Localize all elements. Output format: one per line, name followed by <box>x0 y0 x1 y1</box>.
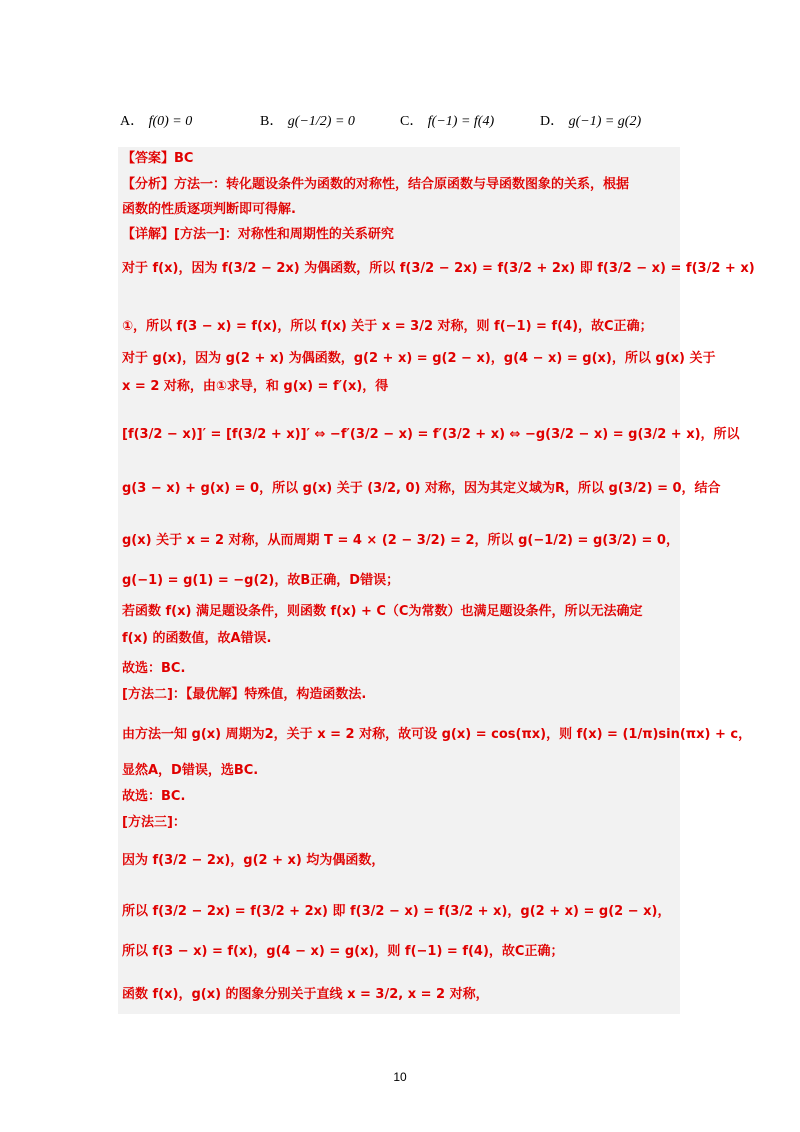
method3-heading: [方法三]： <box>122 815 186 830</box>
answer-line: 【答案】BC <box>122 151 194 166</box>
method2-line-2: 显然A，D错误，选BC. <box>122 763 259 778</box>
page-number: 10 <box>393 1070 407 1084</box>
option-d-label: D． <box>540 114 565 129</box>
option-a <box>120 110 192 130</box>
option-b <box>260 110 355 130</box>
option-c-label: C． <box>400 114 424 129</box>
method1-line-8: g(−1) = g(1) = −g(2)，故B正确，D错误； <box>122 573 400 588</box>
method1-line-3: 对于 g(x)，因为 g(2 + x) 为偶函数，g(2 + x) = g(2 − x)，g(4 − x) = g(x)，所以 g(x) 关于 <box>122 351 716 366</box>
option-a-label: A． <box>120 114 145 129</box>
method1-line-9: 若函数 f(x) 满足题设条件，则函数 f(x) + C（C为常数）也满足题设条件，所以无法确定 <box>122 604 643 619</box>
method3-line-1: 因为 f(3/2 − 2x)，g(2 + x) 均为偶函数， <box>122 853 385 868</box>
method2-line-1: 由方法一知 g(x) 周期为2，关于 x = 2 对称，故可设 g(x) = cos(πx)，则 f(x) = (1/π)sin(πx) + c， <box>122 727 752 742</box>
method3-line-3: 所以 f(3 − x) = f(x)，g(4 − x) = g(x)，则 f(−1) = f(4)，故C正确； <box>122 944 564 959</box>
analysis-line-1: 【分析】方法一：转化题设条件为函数的对称性，结合原函数与导函数图象的关系，根据 <box>122 177 630 192</box>
method3-line-2: 所以 f(3/2 − 2x) = f(3/2 + 2x) 即 f(3/2 − x) = f(3/2 + x)，g(2 + x) = g(2 − x)， <box>122 904 671 919</box>
option-d-expr: g(−1) = g(2) <box>568 114 642 129</box>
method2-choice: 故选：BC. <box>122 789 186 804</box>
method1-line-1: 对于 f(x)，因为 f(3/2 − 2x) 为偶函数，所以 f(3/2 − 2x) = f(3/2 + 2x) 即 f(3/2 − x) = f(3/2 + x) <box>122 261 755 276</box>
method2-heading: [方法二]：【最优解】特殊值，构造函数法. <box>122 687 367 702</box>
method1-line-5: [f(3/2 − x)]′ = [f(3/2 + x)]′ ⇔ −f′(3/2 − x) = f′(3/2 + x) ⇔ −g(3/2 − x) = g(3/2 + x)，所以 <box>122 427 740 442</box>
method3-line-4: 函数 f(x)，g(x) 的图象分别关于直线 x = 3/2, x = 2 对称， <box>122 987 489 1002</box>
option-a-expr: f(0) = 0 <box>148 114 193 129</box>
method1-line-6: g(3 − x) + g(x) = 0，所以 g(x) 关于 (3/2, 0) 对称，因为其定义域为R，所以 g(3/2) = 0，结合 <box>122 481 721 496</box>
method1-line-4: x = 2 对称，由①求导，和 g(x) = f′(x)，得 <box>122 379 389 394</box>
method1-choice: 故选：BC. <box>122 661 186 676</box>
analysis-line-2: 函数的性质逐项判断即可得解. <box>122 202 296 217</box>
method1-line-7: g(x) 关于 x = 2 对称，从而周期 T = 4 × (2 − 3/2) = 2，所以 g(−1/2) = g(3/2) = 0， <box>122 533 679 548</box>
method1-line-2: ①，所以 f(3 − x) = f(x)，所以 f(x) 关于 x = 3/2 对称，则 f(−1) = f(4)，故C正确； <box>122 319 653 334</box>
method1-line-10: f(x) 的函数值，故A错误. <box>122 631 272 646</box>
answer-options <box>120 110 680 146</box>
option-c-expr: f(−1) = f(4) <box>427 114 495 129</box>
option-b-label: B． <box>260 114 284 129</box>
solution-panel <box>118 147 755 1014</box>
option-b-expr: g(−1/2) = 0 <box>287 114 355 129</box>
option-d <box>540 110 641 130</box>
option-c <box>400 110 494 130</box>
detail-heading: 【详解】[方法一]：对称性和周期性的关系研究 <box>122 227 394 242</box>
